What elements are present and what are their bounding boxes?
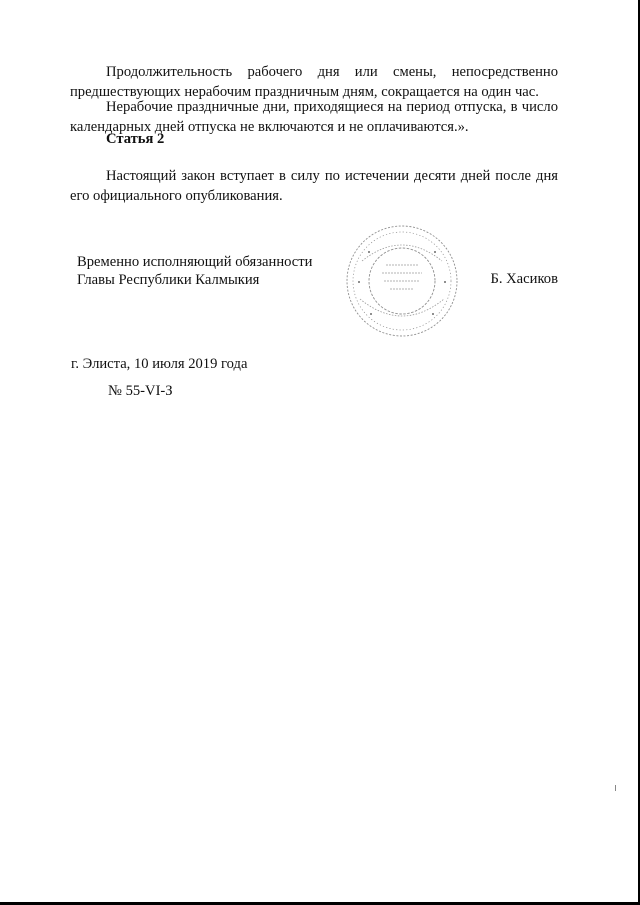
official-stamp-icon bbox=[342, 221, 462, 341]
law-number: № 55-VI-З bbox=[108, 383, 173, 399]
signatory-position bbox=[77, 253, 312, 289]
place-and-date: г. Элиста, 10 июля 2019 года bbox=[71, 356, 248, 372]
paragraph-working-hours: Продолжительность рабочего дня или смены, непосредственно предшествующих нерабочим праздничным дням, сокращается на один час. bbox=[70, 64, 558, 100]
signatory-name: Б. Хасиков bbox=[490, 271, 558, 287]
signatory-position-line-2: Главы Республики Калмыкия bbox=[77, 272, 260, 288]
scan-artifact bbox=[615, 785, 616, 791]
paragraph-entry-into-force: Настоящий закон вступает в силу по истечении десяти дней после дня его официального опубликования. bbox=[70, 168, 558, 204]
paragraph-holidays-vacation: Нерабочие праздничные дни, приходящиеся на период отпуска, в число календарных дней отпуска не включаются и не оплачиваются.». bbox=[70, 99, 558, 135]
signatory-position-line-1: Временно исполняющий обязанности bbox=[77, 254, 313, 270]
article-heading: Статья 2 bbox=[106, 131, 165, 147]
